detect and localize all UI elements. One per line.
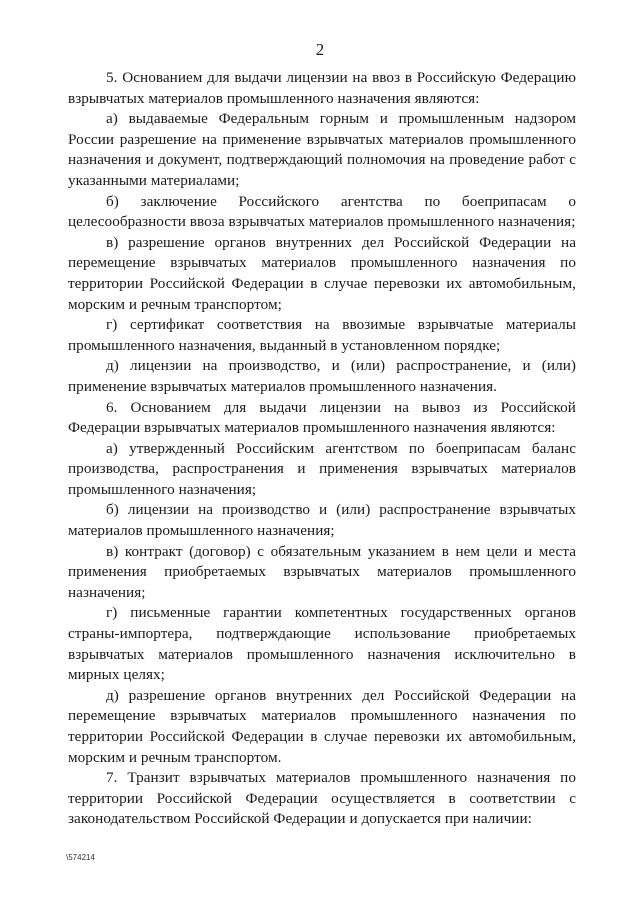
paragraph-6a: а) утвержденный Российским агентством по боеприпасам баланс производства, распространения и применения взрывчатых материалов промышленного назначения; [68,439,576,498]
paragraph-5a: а) выдаваемые Федеральным горным и промышленным надзором России разрешение на применение взрывчатых материалов промышленного назначения и документ, подтверждающий полномочия на проведение работ с указанными материалами; [68,110,576,189]
paragraph-5: 5. Основанием для выдачи лицензии на ввоз в Российскую Федерацию взрывчатых материалов промышленного назначения являются: [68,69,576,107]
paragraph-6b: б) лицензии на производство и (или) распространение взрывчатых материалов промышленного назначения; [68,501,576,540]
paragraph-6d: д) разрешение органов внутренних дел Российской Федерации на перемещение взрывчатых материалов промышленного назначения по территории Российской Федерации в случае перевозки их автомобильным, морским и речным транспортом. [68,686,576,766]
paragraph-7: 7. Транзит взрывчатых материалов промышленного назначения по территории Российской Федерации осуществляется в соответствии с законодательством Российской Федерации и допускается при наличии: [68,769,576,828]
paragraph-5g: г) сертификат соответствия на ввозимые взрывчатые материалы промышленного назначения, выданный в установленном порядке; [68,316,576,354]
paragraph-5b: б) заключение Российского агентства по боеприпасам о целесообразности ввоза взрывчатых материалов промышленного назначения; [68,192,576,231]
paragraph-5d: д) лицензии на производство, и (или) распространение, и (или) применение взрывчатых материалов промышленного назначения. [68,357,576,395]
page-number: 2 [315,40,325,59]
paragraph-5v: в) разрешение органов внутренних дел Российской Федерации на перемещение взрывчатых материалов промышленного назначения по территории Российской Федерации в случае перевозки их автомобильным, морским и речным транспортом; [68,233,576,313]
paragraph-6: 6. Основанием для выдачи лицензии на вывоз из Российской Федерации взрывчатых материалов промышленного назначения являются: [68,398,576,437]
document-body [68,68,576,830]
document-code: \574214 [66,853,95,862]
paragraph-6v: в) контракт (договор) с обязательным указанием в нем цели и места применения приобретаемых взрывчатых материалов промышленного назначения; [68,542,576,601]
paragraph-6g: г) письменные гарантии компетентных государственных органов страны-импортера, подтверждающие использование приобретаемых взрывчатых материалов промышленного назначения исключительно в мирных целях; [68,604,576,684]
